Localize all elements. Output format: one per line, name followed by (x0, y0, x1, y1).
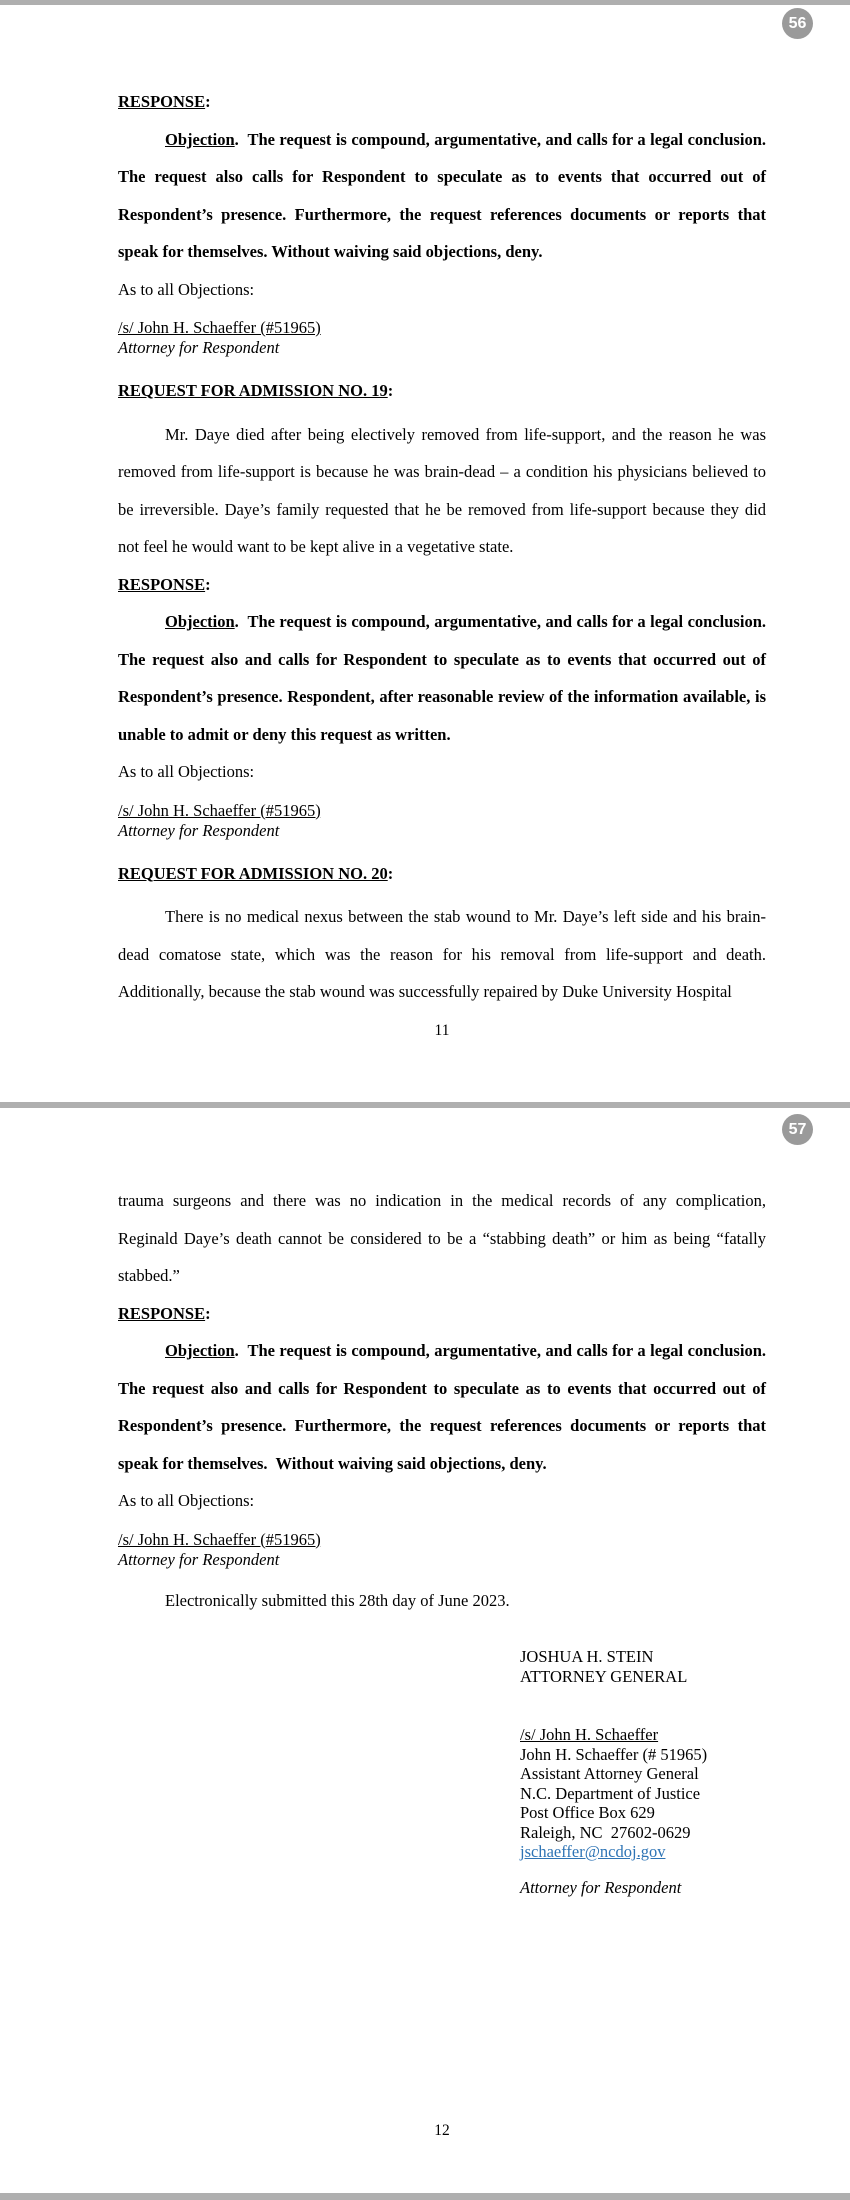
electronic-signature: /s/ John H. Schaeffer (520, 1725, 659, 1744)
page-footer-number-11: 11 (434, 1022, 450, 1039)
page-badge-57[interactable]: 57 (782, 1114, 813, 1145)
request-19-heading: REQUEST FOR ADMISSION NO. 19: (118, 381, 394, 400)
attorney-department-line: N.C. Department of Justice (520, 1783, 701, 1803)
document-page-1 (0, 5, 850, 1102)
signature-role: Attorney for Respondent (118, 820, 280, 840)
signature-line: /s/ John H. Schaeffer (#51965) (118, 800, 321, 820)
objection-paragraph-1: Objection. The request is compound, argumentative, and calls for a legal conclusion. The request also calls for Respondent to speculate as to events that occurred out of Respondent’s presence. Furthermore, the request references documents or reports that speak for themselves. Without waiving said objections, deny. (118, 129, 766, 261)
submission-date-line: Electronically submitted this 28th day of June 2023. (165, 1590, 510, 1610)
page-2-content (118, 1182, 766, 1897)
signature-line: /s/ John H. Schaeffer (#51965) (118, 318, 321, 337)
signature-role: Attorney for Respondent (118, 1549, 280, 1569)
as-to-objections-2: As to all Objections: (118, 762, 255, 781)
attorney-city-line: Raleigh, NC 27602-0629 (520, 1822, 691, 1842)
signature-block-1 (118, 318, 766, 358)
response-heading-3: RESPONSE: (118, 1303, 211, 1323)
attorney-role-line: Attorney for Respondent (520, 1877, 682, 1897)
attorney-signature-block (118, 1647, 766, 1897)
signature-block-3 (118, 1530, 766, 1570)
objection-paragraph-2: Objection. The request is compound, argumentative, and calls for a legal conclusion. The request also and calls for Respondent to speculate as to events that occurred out of Respondent’s presence. Respondent, after reasonable review of the information available, is unable to admit or deny this request as written. (118, 612, 766, 744)
as-to-objections-1: As to all Objections: (118, 279, 255, 299)
attorney-general-title: ATTORNEY GENERAL (520, 1666, 688, 1686)
objection-paragraph-3: Objection. The request is compound, argumentative, and calls for a legal conclusion. The request also and calls for Respondent to speculate as to events that occurred out of Respondent’s presence. Furthermore, the request references documents or reports that speak for themselves. Without waiving said objections, deny. (118, 1341, 766, 1473)
attorney-name-line: John H. Schaeffer (# 51965) (520, 1744, 708, 1764)
document-page-2 (0, 1108, 850, 2193)
response-heading-1: RESPONSE: (118, 92, 211, 111)
request-20-heading: REQUEST FOR ADMISSION NO. 20: (118, 863, 394, 883)
attorney-general-name: JOSHUA H. STEIN (520, 1647, 654, 1666)
attorney-po-box-line: Post Office Box 629 (520, 1803, 655, 1822)
page-footer-number-12: 12 (434, 2122, 450, 2139)
page-badge-56[interactable]: 56 (782, 8, 813, 39)
as-to-objections-3: As to all Objections: (118, 1491, 255, 1510)
request-20-body: There is no medical nexus between the stab wound to Mr. Daye’s left side and his brain-dead comatose state, which was the reason for his removal from life-support and death. Additionally, because the stab wound was successfully repaired by Duke University Hospital (118, 907, 766, 1001)
page-1-content (118, 83, 766, 1011)
response-heading-2: RESPONSE: (118, 574, 211, 594)
request-19-body: Mr. Daye died after being electively removed from life-support, and the reason he was removed from life-support is because he was brain-dead – a condition his physicians believed to be irreversible. Daye’s family requested that he be removed from life-support because they did not feel he would want to be kept alive in a vegetative state. (118, 424, 766, 556)
signature-line: /s/ John H. Schaeffer (#51965) (118, 1529, 321, 1549)
signature-block-2 (118, 801, 766, 841)
email-link[interactable]: jschaeffer@ncdoj.gov (520, 1842, 666, 1861)
request-20-continuation: trauma surgeons and there was no indication in the medical records of any complication, Reginald Daye’s death cannot be considered to be a “stabbing death” or him as being “fatally stabbed.” (118, 1191, 766, 1285)
attorney-title-line: Assistant Attorney General (520, 1764, 699, 1783)
signature-role: Attorney for Respondent (118, 338, 280, 357)
